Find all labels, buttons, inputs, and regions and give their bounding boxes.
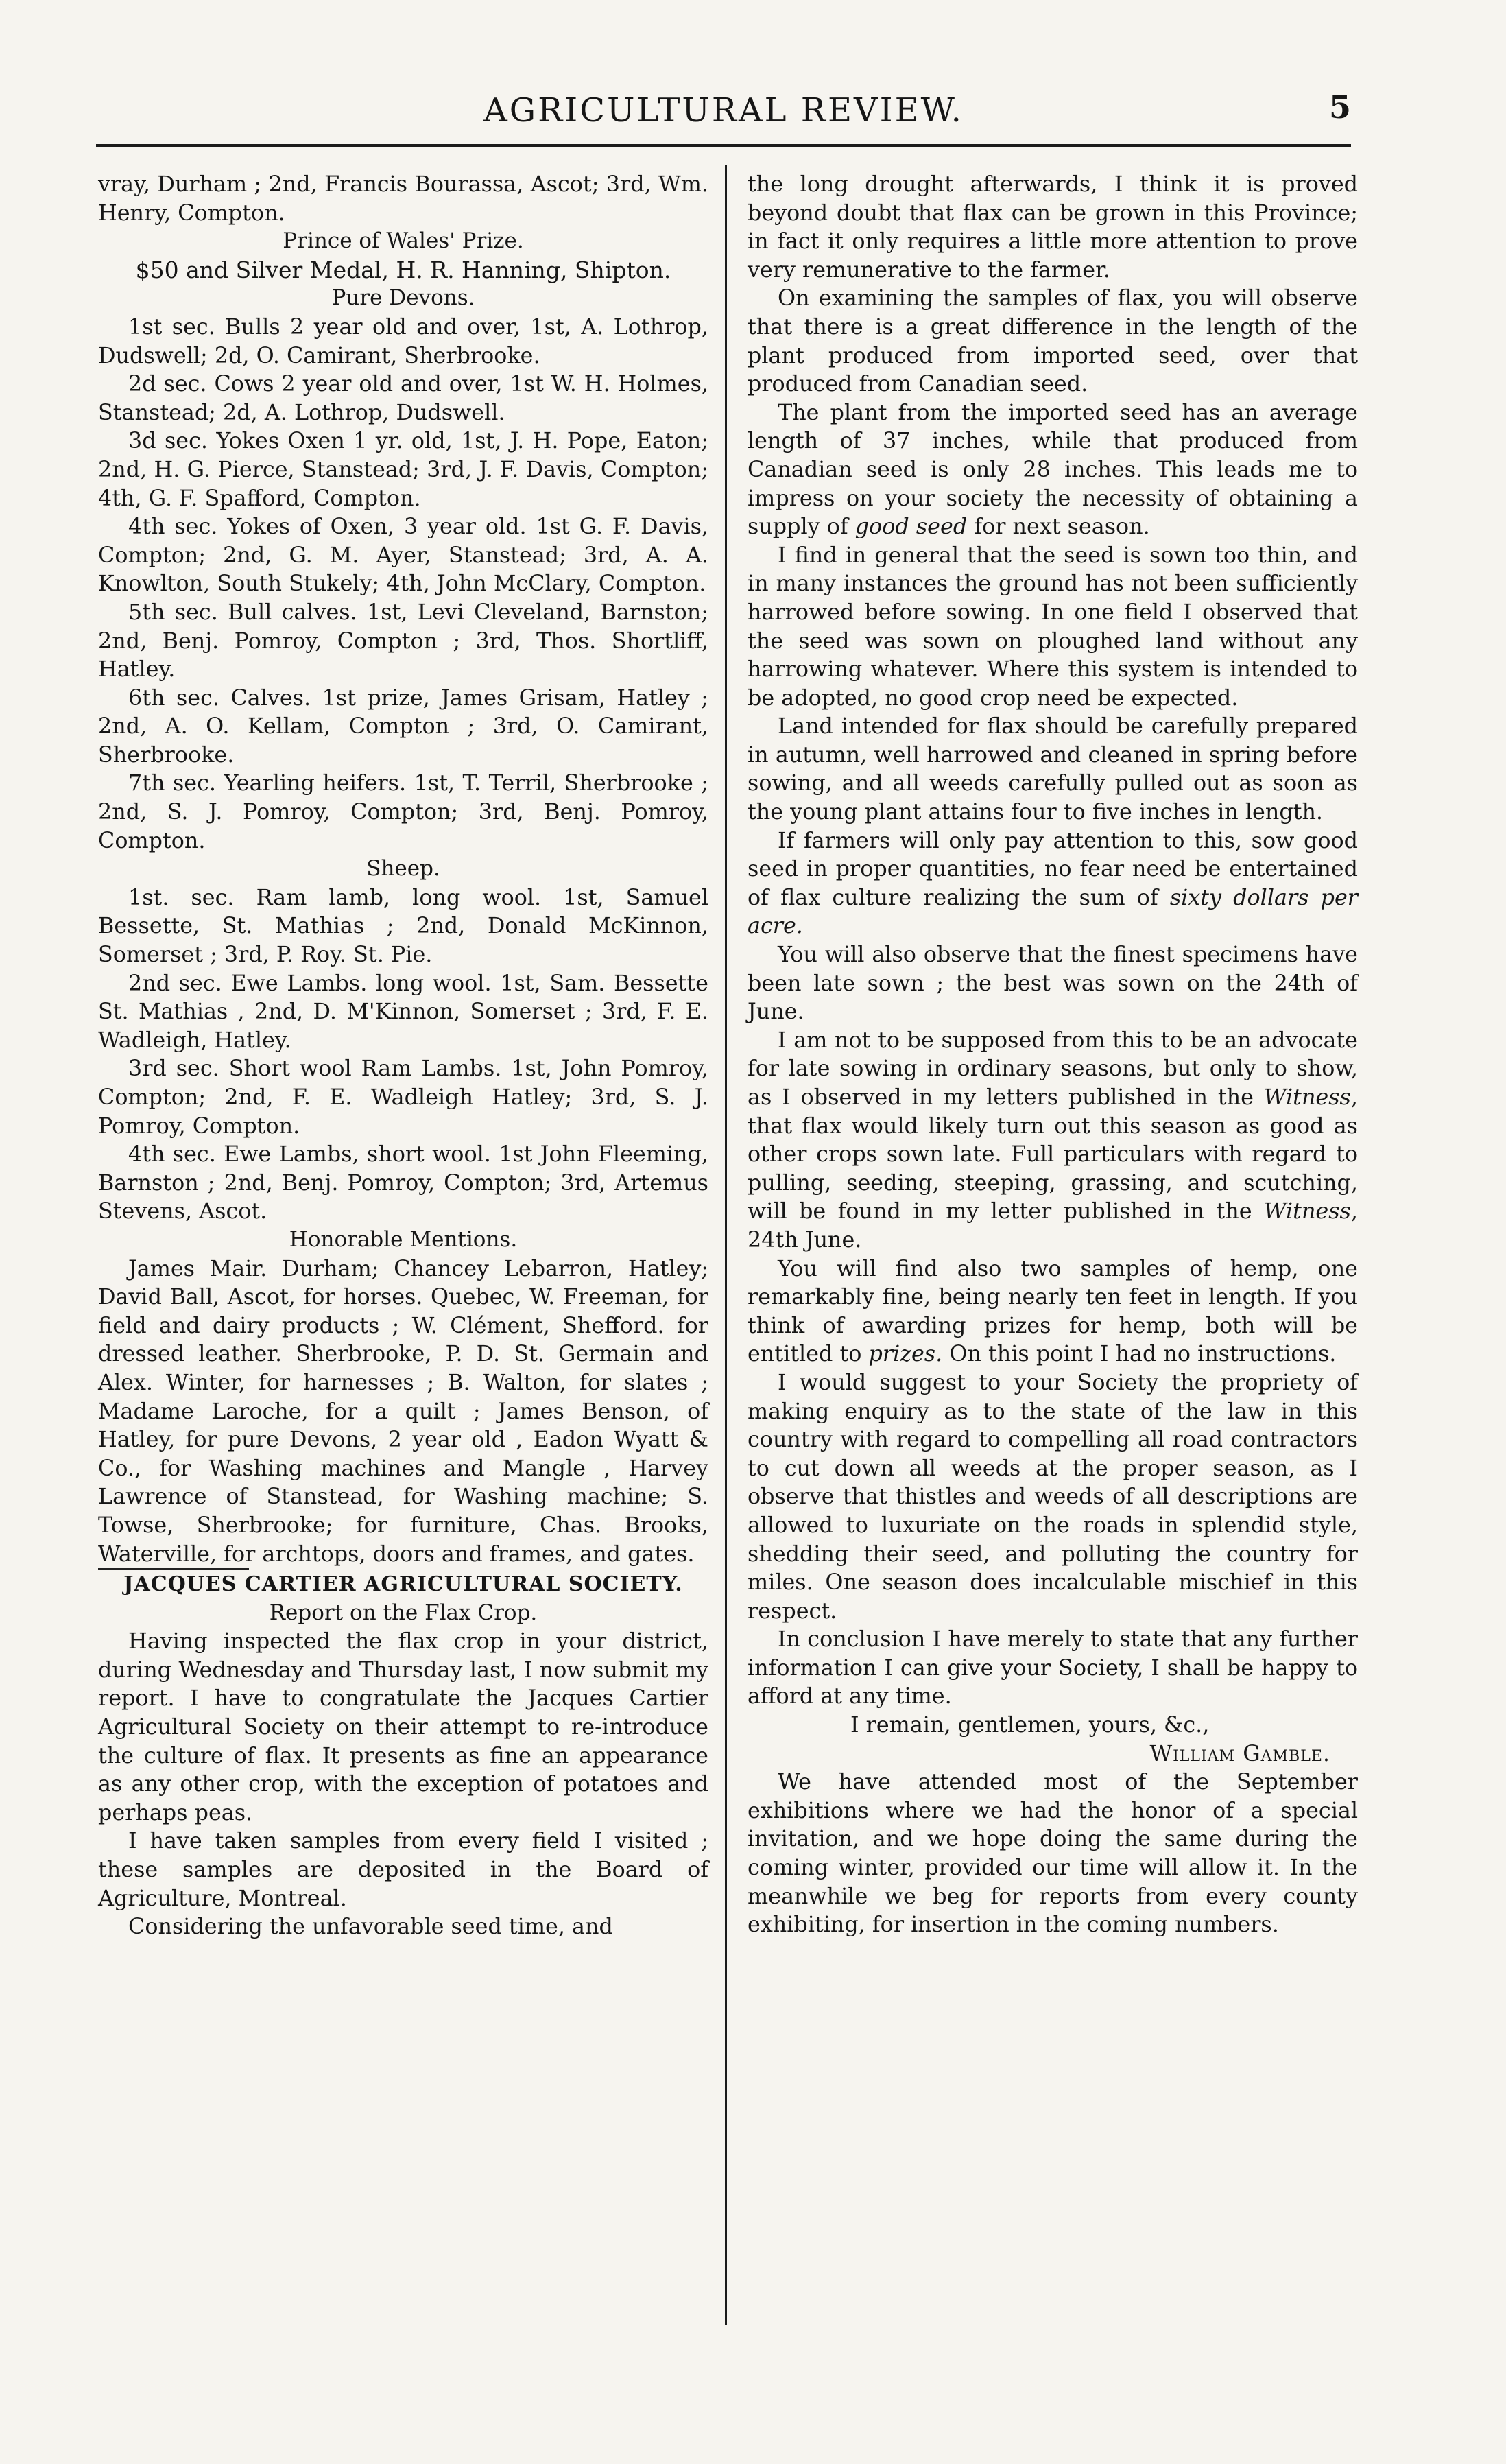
samples-paragraph: On examining the samples of flax, you will observe that there is a great difference in the length of the plant produced from imported seed, over that produced from Canadian seed.: [748, 285, 1358, 397]
mentions-paragraph: James Mair. Durham; Chancey Lebarron, Hatley; David Ball, Ascot, for horses. Quebec, W. Freeman, for field and dairy products ; W. Clément, Shefford. for dressed leather. Sherbrooke, P. D. St. Germain and Alex. Winter, for harnesses ; B. Walton, for slates ; Madame Laroche, for a quilt ; James Benson, of Hatley, for pure Devons, 2 year old , Eadon Wyatt & Co., for Washing machines and Mangle , Harvey Lawrence of Stanstead, for Washing machine; S. Towse, Sherbrooke; for furniture, Chas. Brooks, Waterville, for archtops, doors and frames, and gates.: [98, 1255, 708, 1567]
emphasis-good-seed: good seed: [854, 514, 968, 540]
sheep-paragraph: 1st. sec. Ram lamb, long wool. 1st, Samuel Bessette, St. Mathias ; 2nd, Donald McKinnon, Somerset ; 3rd, P. Roy. St. Pie.: [98, 884, 708, 968]
mentions-heading: Honorable Mentions.: [289, 1227, 518, 1252]
devons-heading: Pure Devons.: [331, 285, 475, 311]
header-rule: [96, 144, 1351, 147]
plant-length-paragraph: [748, 399, 1358, 541]
plant-length-text: The plant from the imported seed has an average length of 37 inches, while that produced from Canadian seed is only 28 inches. This leads me to impress on your society the necessity of obtaining a supply of: [748, 399, 1358, 540]
sheep-paragraph: 2nd sec. Ewe Lambs. long wool. 1st, Sam. Bessette St. Mathias , 2nd, D. M'Kinnon, Somerset ; 3rd, F. E. Wadleigh, Hatley.: [98, 970, 708, 1053]
devons-paragraph: 1st sec. Bulls 2 year old and over, 1st, A. Lothrop, Dudswell; 2d, O. Camirant, Sherbrooke.: [98, 313, 708, 368]
signoff: I remain, gentlemen, yours, &c.,: [850, 1712, 1210, 1738]
advocate-text-end: , 24th June.: [748, 1198, 1358, 1253]
right-column: [748, 170, 1358, 1939]
column-divider: [725, 165, 727, 2325]
advocate-text: I am not to be supposed from this to be an advocate for late sowing in ordinary seasons, but only to show, as I observed in my letters published in the: [748, 1027, 1358, 1110]
report-paragraph: Having inspected the flax crop in your district, during Wednesday and Thursday last, I now submit my report. I have to congratulate the Jacques Cartier Agricultural Society on their attempt to re-introduce the culture of flax. It presents as fine an appearance as any other crop, with the exception of potatoes and perhaps peas.: [98, 1628, 708, 1825]
devons-paragraph: 2d sec. Cows 2 year old and over, 1st W. H. Holmes, Stanstead; 2d, A. Lothrop, Dudswell.: [98, 371, 708, 425]
society-heading: JACQUES CARTIER AGRICULTURAL SOCIETY.: [123, 1572, 683, 1597]
prize-heading: Prince of Wales' Prize.: [283, 228, 524, 254]
page-number: 5: [1328, 88, 1351, 126]
editorial-paragraph: We have attended most of the September exhibitions where we had the honor of a special invitation, and we hope doing the same during the coming winter, provided our time will allow it. In the meanwhile we beg for reports from every county exhibiting, for insertion in the coming numbers.: [748, 1769, 1358, 1938]
running-title: AGRICULTURAL REVIEW.: [483, 91, 964, 130]
signature: William Gamble.: [1149, 1740, 1330, 1766]
hemp-paragraph: [748, 1255, 1358, 1369]
report-paragraph: Considering the unfavorable seed time, and: [128, 1914, 613, 1940]
continued-paragraph: the long drought afterwards, I think it is proved beyond doubt that flax can be grown in this Province; in fact it only requires a little more attention to prove very remunerative to the farmer.: [748, 171, 1358, 283]
farmers-paragraph: [748, 827, 1358, 940]
emphasis-sixty-dollars: sixty dollars per acre.: [748, 884, 1358, 939]
advocate-paragraph: [748, 1026, 1358, 1255]
sheep-paragraph: 4th sec. Ewe Lambs, short wool. 1st John Fleeming, Barnston ; 2nd, Benj. Pomroy, Compton; 3rd, Artemus Stevens, Ascot.: [98, 1141, 708, 1224]
plant-length-text-end: for next season.: [967, 514, 1150, 540]
emphasis-witness: Witness: [1263, 1198, 1351, 1224]
sheep-heading: Sheep.: [366, 856, 440, 881]
opening-paragraph: vray, Durham ; 2nd, Francis Bourassa, Ascot; 3rd, Wm. Henry, Compton.: [98, 171, 708, 226]
sheep-paragraph: 3rd sec. Short wool Ram Lambs. 1st, John Pomroy, Compton; 2nd, F. E. Wadleigh Hatley; 3rd, S. J. Pomroy, Compton.: [98, 1056, 708, 1139]
advocate-text-middle: , that flax would likely turn out this season as good as other crops sown late. Full particulars with regard to pulling, seeding, steeping, grassing, and scutching, will be found in my letter published in the: [748, 1085, 1358, 1224]
emphasis-prizes: prizes.: [868, 1341, 943, 1367]
emphasis-witness: Witness: [1263, 1085, 1351, 1110]
report-heading: Report on the Flax Crop.: [269, 1600, 538, 1625]
devons-paragraph: 6th sec. Calves. 1st prize, James Grisam, Hatley ; 2nd, A. O. Kellam, Compton ; 3rd, O. Camirant, Sherbrooke.: [98, 685, 708, 768]
sowing-paragraph: I find in general that the seed is sown too thin, and in many instances the ground has not been sufficiently harrowed before sowing. In one field I observed that the seed was sown on ploughed land without any harrowing whatever. Where this system is intended to be adopted, no good crop need be expected.: [748, 542, 1358, 711]
report-paragraph: I have taken samples from every field I visited ; these samples are deposited in the Board of Agriculture, Montreal.: [98, 1828, 708, 1911]
devons-paragraph: 3d sec. Yokes Oxen 1 yr. old, 1st, J. H. Pope, Eaton; 2nd, H. G. Pierce, Stanstead; 3rd, J. F. Davis, Compton; 4th, G. F. Spafford, Compton.: [98, 428, 708, 511]
devons-paragraph: 7th sec. Yearling heifers. 1st, T. Terril, Sherbrooke ; 2nd, S. J. Pomroy, Compton; 3rd, Benj. Pomroy, Compton.: [98, 770, 708, 853]
suggestion-paragraph: I would suggest to your Society the propriety of making enquiry as to the state of the law in this country with regard to compelling all road contractors to cut down all weeds at the proper season, as I observe that thistles and weeds of all descriptions are allowed to luxuriate on the roads in splendid style, shedding their seed, and polluting the country for miles. One season does incalculable mischief in this respect.: [748, 1369, 1358, 1624]
conclusion-paragraph: In conclusion I have merely to state that any further information I can give your Society, I shall be happy to afford at any time.: [748, 1626, 1358, 1709]
devons-paragraph: 4th sec. Yokes of Oxen, 3 year old. 1st G. F. Davis, Compton; 2nd, G. M. Ayer, Stanstead; 3rd, A. A. Knowlton, South Stukely; 4th, John McClary, Compton.: [98, 514, 708, 597]
devons-paragraph: 5th sec. Bull calves. 1st, Levi Cleveland, Barnston; 2nd, Benj. Pomroy, Compton ; 3rd, Thos. Shortliff, Hatley.: [98, 599, 708, 683]
left-column: [98, 170, 708, 1941]
land-paragraph: Land intended for flax should be carefully prepared in autumn, well harrowed and cleaned in spring before sowing, and all weeds carefully pulled out as soon as the young plant attains four to five inches in length.: [748, 713, 1358, 825]
prize-text: $50 and Silver Medal, H. R. Hanning, Shipton.: [135, 256, 671, 283]
specimens-paragraph: You will also observe that the finest specimens have been late sown ; the best was sown on the 24th of June.: [748, 942, 1358, 1025]
farmers-text: If farmers will only pay attention to this, sow good seed in proper quantities, no fear need be entertained of flax culture realizing the sum of: [748, 827, 1358, 910]
page-header: [96, 86, 1351, 134]
hemp-text: You will find also two samples of hemp, one remarkably fine, being nearly ten feet in length. If you think of awarding prizes for hemp, both will be entitled to: [748, 1255, 1358, 1367]
hemp-text-end: On this point I had no instructions.: [942, 1341, 1337, 1367]
